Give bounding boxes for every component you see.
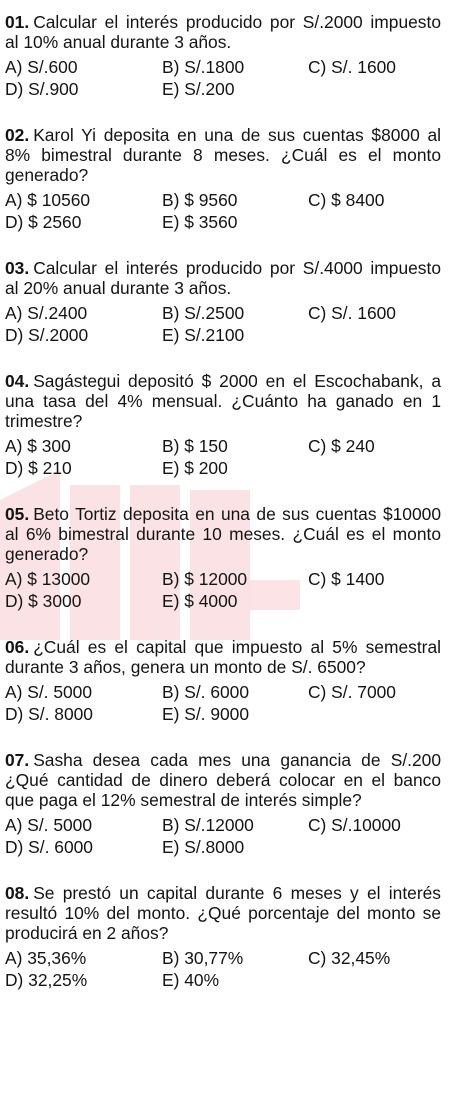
question-stem <box>5 750 441 810</box>
option-c: C) 32,45% <box>308 948 391 968</box>
option-b: B) $ 12000 <box>162 569 248 589</box>
option-a: A) S/. 5000 <box>5 815 93 835</box>
option-a: A) S/.600 <box>5 57 78 77</box>
answer-options <box>5 568 441 612</box>
question-text: Calcular el interés producido por S/.4000 impuesto al 20% anual durante 3 años. <box>5 258 441 298</box>
question-stem <box>5 371 441 431</box>
question-stem <box>5 883 441 943</box>
answer-options <box>5 56 441 100</box>
option-d: D) S/. 6000 <box>5 837 93 857</box>
answer-options <box>5 435 441 479</box>
option-a: A) $ 13000 <box>5 569 91 589</box>
option-c: C) S/.10000 <box>308 815 401 835</box>
question-number: 08. <box>5 883 30 903</box>
answer-options <box>5 681 441 725</box>
question-number: 05. <box>5 504 30 524</box>
question-stem <box>5 125 441 185</box>
question-number: 04. <box>5 371 30 391</box>
question-stem <box>5 637 441 677</box>
option-a: A) 35,36% <box>5 948 87 968</box>
option-e: E) $ 3560 <box>162 212 238 232</box>
option-c: C) $ 240 <box>308 436 375 456</box>
question-08 <box>5 883 441 991</box>
question-number: 02. <box>5 125 30 145</box>
question-text: Karol Yi deposita en una de sus cuentas $8000 al 8% bimestral durante 8 meses. ¿Cuál es el monto generado? <box>5 125 441 185</box>
option-e: E) $ 200 <box>162 458 228 478</box>
question-number: 07. <box>5 750 30 770</box>
question-text: Beto Tortiz deposita en una de sus cuentas $10000 al 6% bimestral durante 10 meses. ¿Cuál es el monto generado? <box>5 504 441 564</box>
question-stem <box>5 12 441 52</box>
question-text: Calcular el interés producido por S/.2000 impuesto al 10% anual durante 3 años. <box>5 12 441 52</box>
option-b: B) $ 9560 <box>162 190 238 210</box>
question-text: Sagástegui depositó $ 2000 en el Escochabank, a una tasa del 4% mensual. ¿Cuánto ha ganado en 1 trimestre? <box>5 371 441 431</box>
option-d: D) $ 2560 <box>5 212 82 232</box>
question-number: 01. <box>5 12 30 32</box>
option-b: B) $ 150 <box>162 436 228 456</box>
question-07 <box>5 750 441 858</box>
option-a: A) $ 10560 <box>5 190 91 210</box>
option-e: E) $ 4000 <box>162 591 238 611</box>
question-05 <box>5 504 441 612</box>
question-02 <box>5 125 441 233</box>
option-e: E) S/.2100 <box>162 325 245 345</box>
option-e: E) 40% <box>162 970 220 990</box>
option-b: B) S/.1800 <box>162 57 245 77</box>
option-b: B) S/.2500 <box>162 303 245 323</box>
option-a: A) S/. 5000 <box>5 682 93 702</box>
option-d: D) S/.900 <box>5 79 79 99</box>
option-c: C) S/. 7000 <box>308 682 396 702</box>
question-number: 06. <box>5 637 30 657</box>
question-text: ¿Cuál es el capital que impuesto al 5% semestral durante 3 años, genera un monto de S/. 6500? <box>5 637 441 677</box>
option-c: C) S/. 1600 <box>308 57 396 77</box>
option-d: D) $ 3000 <box>5 591 82 611</box>
question-text: Sasha desea cada mes una ganancia de S/.200 ¿Qué cantidad de dinero deberá colocar en el banco que paga el 12% semestral de interés simple? <box>5 750 441 810</box>
answer-options <box>5 814 441 858</box>
question-stem <box>5 504 441 564</box>
option-e: E) S/.8000 <box>162 837 245 857</box>
option-c: C) $ 8400 <box>308 190 385 210</box>
question-03 <box>5 258 441 346</box>
option-b: B) S/.12000 <box>162 815 254 835</box>
question-01 <box>5 12 441 100</box>
option-a: A) S/.2400 <box>5 303 88 323</box>
option-b: B) S/. 6000 <box>162 682 250 702</box>
answer-options <box>5 947 441 991</box>
option-d: D) $ 210 <box>5 458 72 478</box>
option-c: C) S/. 1600 <box>308 303 396 323</box>
question-04 <box>5 371 441 479</box>
option-d: D) 32,25% <box>5 970 88 990</box>
option-b: B) 30,77% <box>162 948 244 968</box>
option-a: A) $ 300 <box>5 436 71 456</box>
question-06 <box>5 637 441 725</box>
question-number: 03. <box>5 258 30 278</box>
option-d: D) S/. 8000 <box>5 704 93 724</box>
answer-options <box>5 189 441 233</box>
option-c: C) $ 1400 <box>308 569 385 589</box>
question-stem <box>5 258 441 298</box>
option-d: D) S/.2000 <box>5 325 89 345</box>
option-e: E) S/.200 <box>162 79 235 99</box>
question-text: Se prestó un capital durante 6 meses y el interés resultó 10% del monto. ¿Qué porcentaje del monto se producirá en 2 años? <box>5 883 441 943</box>
answer-options <box>5 302 441 346</box>
option-e: E) S/. 9000 <box>162 704 250 724</box>
